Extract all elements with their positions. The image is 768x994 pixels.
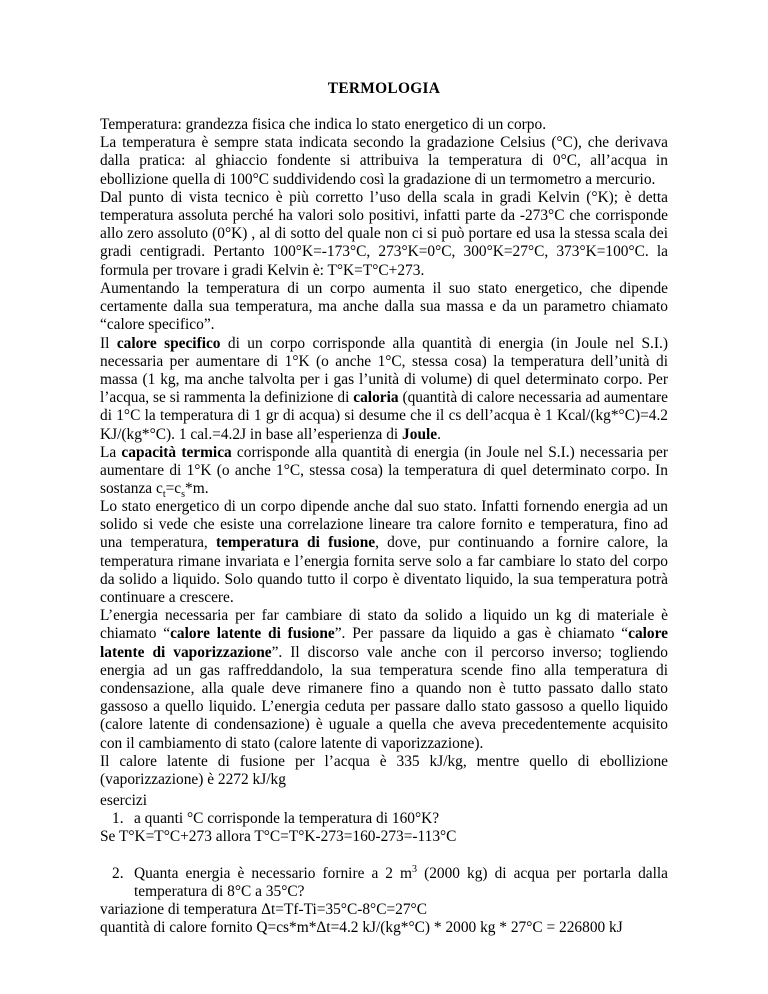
subscript: s — [181, 489, 186, 501]
exercise-question: a quanti °C corrisponde la temperatura di 160°K? — [134, 810, 440, 828]
kelvin-paragraph: Dal punto di vista tecnico è più corretto l’uso della scala in gradi Kelvin (°K); è detta temperatura assoluta perché ha valori solo positivi, infatti parte da -273°C che corrisponde allo zero assoluto (0°K) , al di sotto del quale non ci si può portare ed usa la stessa scala dei gradi centigradi. Pertanto 100°K=-173°C, 273°K=0°C, 300°K=27°C, 373°K=100°C. la formula per trovare i gradi Kelvin è: T°K=T°C+273. — [100, 188, 668, 279]
subscript: t — [162, 489, 166, 501]
thermal-capacity-paragraph — [100, 444, 668, 499]
text-run: di un corpo corrisponde alla quantità di energia (in Joule nel S.I.) necessaria per aumentare di 1°K (o anche 1°C, stessa cosa) la temperatura dell’unità di massa (1 kg, ma anche talvolta per i gas l’unità di volume) di quel determinato corpo. Per l’acqua, se si rammenta la definizione di — [100, 334, 668, 407]
term-caloria: caloria — [353, 389, 399, 407]
term-calore-latente-vaporizzazione: calore latente di vaporizzazione — [100, 625, 668, 661]
text-run: *m. — [185, 480, 209, 498]
fusion-paragraph — [100, 498, 668, 607]
exercise-2-heat: quantità di calore fornito Q=cs*m*Δt=4.2 kJ/(kg*°C) * 2000 kg * 27°C = 226800 kJ — [100, 919, 623, 937]
exercises-section — [100, 792, 668, 937]
exercises-heading: esercizi — [100, 792, 147, 809]
term-calore-latente-fusione: calore latente di fusione — [170, 625, 335, 643]
text-run: ”. Il discorso vale anche con il percorso inverso; togliendo energia ad un gas raffreddandolo, la sua temperatura scende fino alla temperatura di condensazione, alla quale deve rimanere fino a quando non è tutto passato dallo stato gassoso a quello liquido. L’energia ceduta per passare dallo stato gassoso a quello liquido (calore latente di condensazione) è uguale a quella che aveva precedentemente acquisito con il cambiamento di stato (calore latente di vaporizzazione). — [100, 643, 668, 752]
page-title: TERMOLOGIA — [327, 80, 441, 97]
temperature-definition: Temperatura: grandezza fisica che indica lo stato energetico di un corpo. — [100, 116, 547, 133]
exercise-2-delta-t: variazione di temperatura Δt=Tf-Ti=35°C-8°C=27°C — [100, 901, 427, 919]
specific-heat-paragraph — [100, 335, 668, 444]
energy-state-paragraph: Aumentando la temperatura di un corpo aumenta il suo stato energetico, che dipende certamente dalla sua temperatura, ma anche dalla sua massa e da un parametro chiamato “calore specifico”. — [100, 280, 668, 334]
text-run: . — [437, 425, 441, 443]
term-joule: Joule — [402, 425, 438, 443]
exercise-1-answer: Se T°K=T°C+273 allora T°C=T°K-273=160-273=-113°C — [100, 828, 457, 846]
term-capacita-termica: capacità termica — [121, 443, 232, 461]
text-run: =c — [165, 480, 182, 498]
exercise-question — [134, 865, 668, 901]
spacer — [100, 847, 668, 865]
text-run: , dove, pur continuando a fornire calore, la temperatura rimane invariata e l’energia fornita serve solo a far cambiare lo stato del corpo da solido a liquido. Solo quando tutto il corpo è diventato liquido, la sua temperatura potrà continuare a crescere. — [100, 534, 668, 607]
term-temperatura-fusione: temperatura di fusione — [215, 534, 376, 552]
text-run: ”. Per passare da liquido a gas è chiamato “ — [334, 625, 629, 643]
intro-section — [100, 116, 668, 280]
text-run: La — [100, 443, 122, 461]
text-run: (2000 kg) di acqua per portarla dalla temperatura di 8°C a 35°C? — [134, 864, 668, 900]
text-run: corrisponde alla quantità di energia (in Joule nel S.I.) necessaria per aumentare di 1°K (o anche 1°C, stessa cosa) la temperatura di quel determinato corpo. In sostanza c — [100, 443, 668, 498]
latent-heat-paragraph — [100, 607, 668, 753]
specific-heat-section — [100, 280, 668, 501]
text-run: (quantità di calore necessaria ad aumentare di 1°C la temperatura di 1 gr di acqua) si desume che il cs dell’acqua è 1 Kcal/(kg*°C)=4.2 KJ/(kg*°C). 1 cal.=4.2J in base all’esperienza di — [100, 389, 668, 443]
text-run: Il — [100, 334, 117, 352]
exercise-1 — [100, 810, 668, 828]
text-run: Lo stato energetico di un corpo dipende anche dal suo stato. Infatti fornendo energia ad un solido si vede che esiste una correlazione lineare tra calore fornito e temperatura, fino ad una temperatura, — [100, 498, 668, 552]
exercise-number: 2. — [112, 864, 124, 882]
water-latent-heat-paragraph: Il calore latente di fusione per l’acqua è 335 kJ/kg, mentre quello di ebollizione (vaporizzazione) è 2272 kJ/kg — [100, 752, 668, 789]
celsius-paragraph: La temperatura è sempre stata indicata secondo la gradazione Celsius (°C), che derivava dalla pratica: al ghiaccio fondente si attribuiva la temperatura di 0°C, all’acqua in ebollizione quella di 100°C suddividendo così la gradazione di un termometro a mercurio. — [100, 134, 668, 188]
state-change-section — [100, 498, 668, 789]
text-run: L’energia necessaria per far cambiare di stato da solido a liquido un kg di materiale è chiamato “ — [100, 607, 668, 643]
text-run: Quanta energia è necessario fornire a 2 m — [134, 864, 413, 882]
exercise-number: 1. — [112, 810, 124, 828]
term-calore-specifico: calore specifico — [116, 334, 221, 352]
exercise-2 — [100, 865, 668, 901]
superscript: 3 — [412, 863, 418, 875]
